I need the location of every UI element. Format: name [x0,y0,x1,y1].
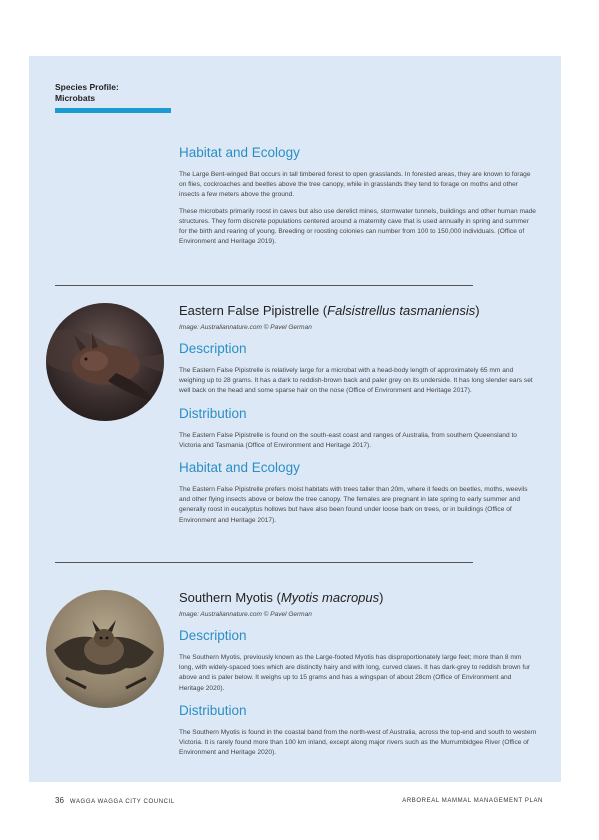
footer-document-title: ARBOREAL MAMMAL MANAGEMENT PLAN [402,798,543,804]
body-paragraph: The Eastern False Pipistrelle prefers moist habitats with trees taller than 20m, where it feeds on beetles, moths, weevils and other flying insects above or below the tree canopy. The females are pregnant in late spring to early summer and generally roost in eucalyptus hollows but have also been found under loose bark on trees, or in buildings (Office of Environment and Heritage 2017). [179,486,528,524]
bat-photo-image [46,590,164,708]
page-number: 36 [55,796,64,805]
section-divider [55,562,473,563]
body-paragraph: These microbats primarily roost in caves but also use derelict mines, stormwater tunnels, buildings and other human made structures. They form discrete populations centered around a maternity cave that is used annually in spring and summer for the birth and rearing of young. Breeding or roosting colonies can number from 100 to 150,000 individuals. (Office of Environment and Heritage 2019). [179,207,536,246]
footer-left [55,796,175,805]
section-heading: Distribution [179,702,247,718]
section-heading: Distribution [179,405,247,421]
section-heading: Description [179,628,247,643]
body-paragraph: The Southern Myotis is found in the coastal band from the north-west of Australia, across the top-end and south to western Victoria. It is rarely found more than 100 km inland, except along major rivers such as the Murrumbidgee River (Office of Environment and Heritage 2020). [179,728,537,757]
species-common-name: Southern Myotis [179,590,273,605]
section-heading: Habitat and Ecology [179,145,300,160]
section-divider [55,285,473,286]
species-scientific-name: Myotis macropus [280,590,380,605]
profile-accent-bar [55,108,171,113]
section-heading: Description [179,341,247,356]
image-credit: Image: Australiannature.com © Pavel German [179,324,312,331]
species-title: Eastern False Pipistrelle (Falsistrellus tasmaniensis) [179,303,480,318]
body-paragraph: The Large Bent-winged Bat occurs in tall timbered forest to open grasslands. In forested areas, they are known to forage on flies, cockroaches and beetles above the tree canopy, while in grasslands they tend to forage on moths and other insects a few meters above the ground. [179,171,531,199]
bentwing-habitat-section [179,145,537,247]
myotis-section [179,590,537,758]
section-heading: Habitat and Ecology [179,460,300,476]
species-scientific-name: Falsistrellus tasmaniensis [327,303,476,318]
species-common-name: Eastern False Pipistrelle [179,303,320,318]
bat-photo-image [46,303,164,421]
pipistrelle-section [179,303,537,526]
body-paragraph: The Eastern False Pipistrelle is relatively large for a microbat with a head-body length of approximately 65 mm and weighing up to 28 grams. It has a dark to reddish-brown back and paler grey on its underside. It has long slender ears set well back on the head and some sparse hair on the nose (Office of Environment and Heritage 2017). [179,367,533,395]
image-credit: Image: Australiannature.com © Pavel German [179,611,312,618]
myotis-photo [46,590,164,708]
species-title: Southern Myotis (Myotis macropus) [179,590,384,605]
footer-council-name: WAGGA WAGGA CITY COUNCIL [69,799,175,805]
pipistrelle-photo [46,303,164,421]
body-paragraph: The Southern Myotis, previously known as the Large-footed Myotis has disproportionately large feet; more than 8 mm long, with widely-spaced toes which are distinctly hairy and with long, curved claws. It has dark-grey to reddish brown fur above and is paler below. It weighs up to 15 grams and has a wingspan of about 28cm (Office of Environment and Heritage 2020). [179,654,531,692]
profile-label-line2: Microbats [55,93,96,103]
profile-label-line1: Species Profile: [55,82,119,92]
species-profile-label [55,82,119,104]
body-paragraph: The Eastern False Pipistrelle is found on the south-east coast and ranges of Australia, from southern Queensland to Victoria and Tasmania (Office of Environment and Heritage 2017). [179,431,517,449]
